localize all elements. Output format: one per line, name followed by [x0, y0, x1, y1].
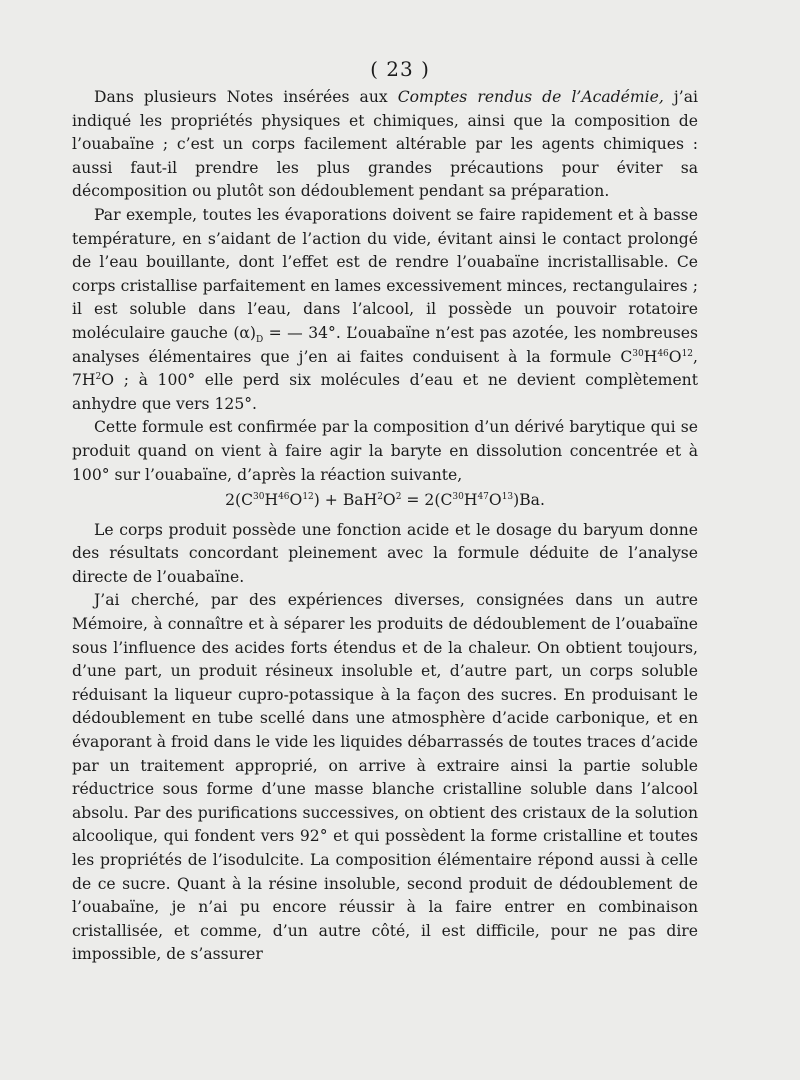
formula-superscript: 12	[302, 491, 314, 502]
formula-superscript: 47	[477, 491, 489, 502]
formula-part: H	[463, 491, 478, 510]
superscript: 12	[681, 348, 694, 359]
paragraph-2-text-c: , 7H	[72, 347, 698, 390]
formula-part: )Ba.	[513, 491, 545, 510]
formula-part: O	[289, 491, 303, 510]
formula-superscript: 13	[501, 491, 514, 502]
formula-superscript: 30	[452, 491, 464, 502]
paragraph-4: Le corps produit possède une fonction acide et le dosage du baryum donne des résultats concordant pleinement avec la formule déduite de l’analyse directe de l’ouabaïne.	[72, 520, 698, 586]
formula-part: H	[264, 491, 279, 510]
superscript: 46	[657, 348, 669, 359]
paragraph-1	[72, 86, 698, 204]
formula-part: O	[382, 491, 396, 510]
formula-part: ) + BaH	[313, 491, 378, 510]
paragraph-2-text-d: O ; à 100° elle perd six molécules d’eau et ne devient complètement anhydre que vers 125°.	[72, 371, 698, 413]
formula-part: 2(C	[225, 491, 253, 510]
superscript: 2	[95, 371, 102, 382]
paragraph-1-text-b: j’ai indiqué les propriétés physiques et chimiques, ainsi que la composition de l’ouabaïne ; c’est un corps facilement altérable par les agents chimiques : aussi faut-il prendre les plus grandes précautions pour éviter sa décomposition ou plutôt son dédoublement pendant sa préparation.	[72, 88, 698, 201]
paragraph-5: J’ai cherché, par des expériences diverses, consignées dans un autre Mémoire, à connaître et à séparer les produits de dédoublement de l’ouabaïne sous l’influence des acides forts étendus et de la chaleur. On obtient toujours, d’une part, un produit résineux insoluble et, d’autre part, un corps soluble réduisant la liqueur cupro-potassique à la façon des sucres. En produisant le dédoublement en tube scellé dans une atmosphère d’acide carbonique, et en évaporant à froid dans le vide les liquides débarrassés de toutes traces d’acide par un traitement approprié, on arrive à extraire ainsi la partie soluble réductrice sous forme d’une masse blanche cristalline soluble dans l’alcool absolu. Par des purifications successives, on obtient des cristaux de la solution alcoolique, qui fondent vers 92° et qui possèdent la forme cristalline et toutes les propriétés de l’isodulcite. La composition élémentaire répond aussi à celle de ce sucre. Quant à la résine insoluble, second produit de dédoublement de l’ouabaïne, je n’ai pu encore réussir à la faire entrer en combinaison cristallisée, et comme, d’un autre côté, il est difficile, pour ne pas dire impossible, de s’assurer	[72, 591, 698, 964]
body-text	[72, 86, 698, 967]
formula-part: = 2(C	[401, 491, 453, 510]
reaction-formula	[72, 489, 698, 513]
formula-superscript: 2	[377, 491, 383, 502]
formula-superscript: 30	[253, 491, 265, 502]
superscript: 30	[632, 348, 644, 359]
paragraph-2-text-a: Par exemple, toutes les évaporations doivent se faire rapidement et à basse température, en s’aidant de l’action du vide, évitant ainsi le contact prolongé de l’eau bouillante, dont l’effet est de rendre l’ouabaïne incristallisable. Ce corps cristallise parfaitement en lames excessivement minces, rectangulaires ; il est soluble dans l’eau, dans l’alcool, il possède un pouvoir rotatoire moléculaire gauche (α)	[72, 205, 698, 342]
paragraph-2-text-b: = — 34°. L’ouabaïne n’est pas azotée, les nombreuses analyses élémentaires que j’en ai faites conduisent à la formule C	[72, 323, 698, 366]
page-number: ( 23 )	[370, 57, 430, 81]
formula-superscript: 2	[395, 491, 402, 502]
formula-part: O	[488, 491, 502, 510]
subscript-d: D	[256, 335, 264, 346]
paragraph-1-text-a: Dans plusieurs Notes insérées aux	[94, 88, 398, 106]
journal-title: Comptes rendus de l’Académie,	[397, 88, 664, 106]
element-h: H	[643, 347, 658, 366]
formula-superscript: 46	[278, 491, 290, 502]
paragraph-3: Cette formule est confirmée par la composition d’un dérivé barytique qui se produit quand on vient à faire agir la baryte en dissolution concentrée et à 100° sur l’ouabaïne, d’après la réaction suivante,	[72, 418, 698, 484]
element-o: O	[668, 347, 682, 366]
paragraph-2	[72, 204, 698, 416]
